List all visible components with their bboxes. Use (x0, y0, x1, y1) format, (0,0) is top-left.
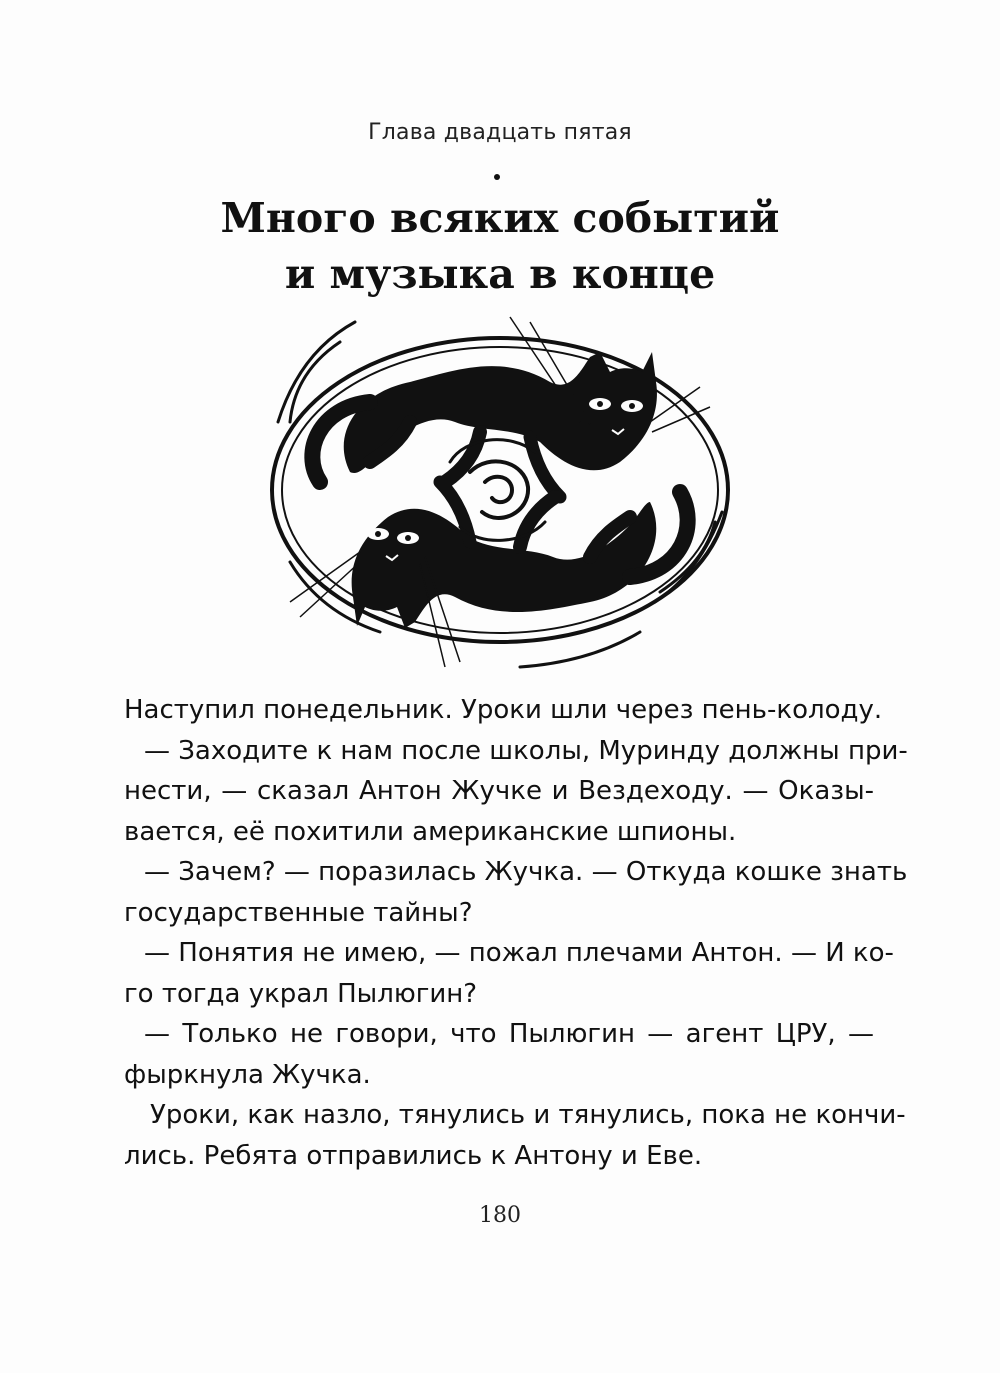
text-line: государственные тайны? (124, 897, 473, 928)
text-line: лись. Ребята отправились к Антону и Еве. (124, 1140, 703, 1171)
chapter-divider-dot (494, 174, 500, 180)
text-line: — Понятия не имею, — пожал плечами Антон. — И ко- (144, 938, 894, 968)
chapter-label: Глава двадцать пятая (368, 120, 632, 145)
text-line: Наступил понедельник. Уроки шли через пень-колоду. (124, 695, 883, 725)
text-line: — Только не говори, что Пылюгин — агент ЦРУ, — (144, 1019, 874, 1049)
text-line: нести, — сказал Антон Жучке и Вездеходу. — Оказы- (124, 776, 874, 806)
page-number: 180 (479, 1203, 521, 1228)
chapter-title-line-1: Много всяких событий (220, 194, 780, 242)
text-line: — Зачем? — поразилась Жучка. — Откуда кошке знать (144, 857, 908, 887)
text-line: Уроки, как назло, тянулись и тянулись, пока не кончи- (150, 1100, 906, 1130)
text-line: го тогда украл Пылюгин? (124, 978, 478, 1009)
text-line: — Заходите к нам после школы, Муринду должны при- (144, 735, 908, 766)
text-line: вается, её похитили американские шпионы. (124, 816, 737, 847)
two-black-cats-swirl-icon (260, 312, 740, 672)
chapter-title-line-2: и музыка в конце (284, 250, 716, 298)
chapter-title (0, 190, 1000, 302)
text-line: фыркнула Жучка. (124, 1059, 371, 1090)
chapter-text (124, 690, 908, 1176)
